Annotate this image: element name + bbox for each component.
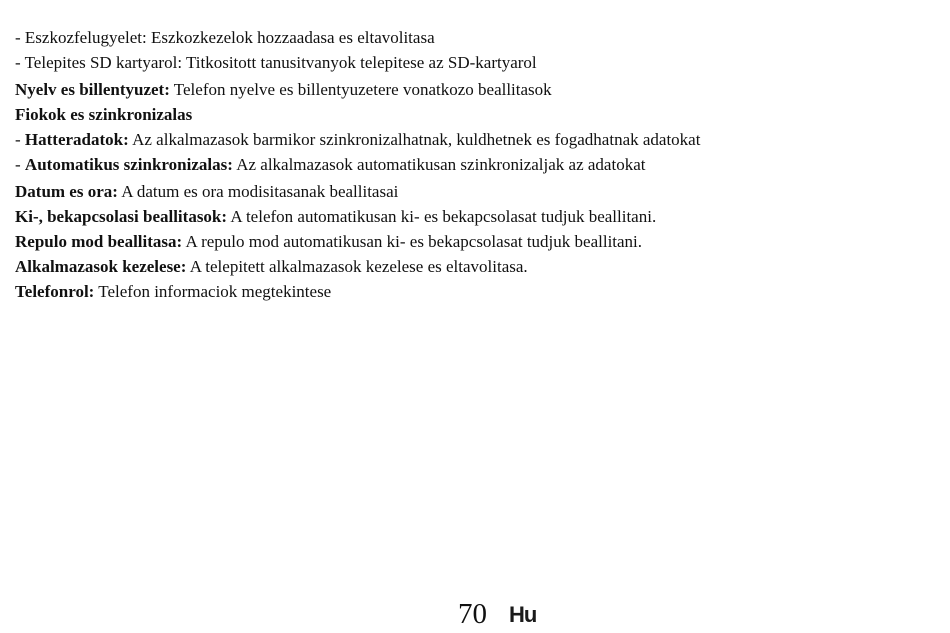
list-item [15,179,935,204]
page-number: 70 [458,598,487,630]
list-item [15,77,935,102]
item-label: Automatikus szinkronizalas: [24,155,233,174]
item-label: Repulo mod beallitasa: [15,232,183,251]
item-label: Fiokok es szinkronizalas [15,105,193,124]
settings-description-list [15,25,935,304]
list-item [15,229,935,254]
item-prefix: - [15,53,25,72]
item-prefix: - [15,28,25,47]
list-item [15,279,935,304]
list-item [15,127,935,152]
item-text: Az alkalmazasok barmikor szinkronizalhatnak, kuldhetnek es fogadhatnak adatokat [128,130,701,149]
list-item [15,25,935,50]
item-prefix: - [15,155,25,174]
item-text: Eszkozfelugyelet: Eszkozkezelok hozzaadasa es eltavolitasa [24,28,435,47]
item-text: A telefon automatikusan ki- es bekapcsolasat tudjuk beallitani. [227,207,657,226]
list-item [15,254,935,279]
list-item [15,152,935,177]
item-text: Telepites SD kartyarol: Titkositott tanusitvanyok telepitese az SD-kartyarol [24,53,537,72]
item-text: Telefon informaciok megtekintese [94,282,332,301]
item-label: Datum es ora: [15,182,118,201]
item-text: Telefon nyelve es billentyuzetere vonatkozo beallitasok [169,80,552,99]
item-label: Hatteradatok: [24,130,129,149]
list-item [15,50,935,75]
section-heading [15,102,935,127]
item-label: Ki-, bekapcsolasi beallitasok: [15,207,228,226]
list-item [15,204,935,229]
item-label: Telefonrol: [15,282,95,301]
page-footer [0,596,950,632]
item-text: Az alkalmazasok automatikusan szinkronizaljak az adatokat [232,155,646,174]
language-code: Hu [509,602,537,627]
item-text: A repulo mod automatikusan ki- es bekapcsolasat tudjuk beallitani. [182,232,643,251]
item-prefix: - [15,130,25,149]
item-text: A datum es ora modisitasanak beallitasai [117,182,399,201]
item-label: Nyelv es billentyuzet: [15,80,170,99]
item-text: A telepitett alkalmazasok kezelese es eltavolitasa. [186,257,528,276]
item-label: Alkalmazasok kezelese: [15,257,187,276]
